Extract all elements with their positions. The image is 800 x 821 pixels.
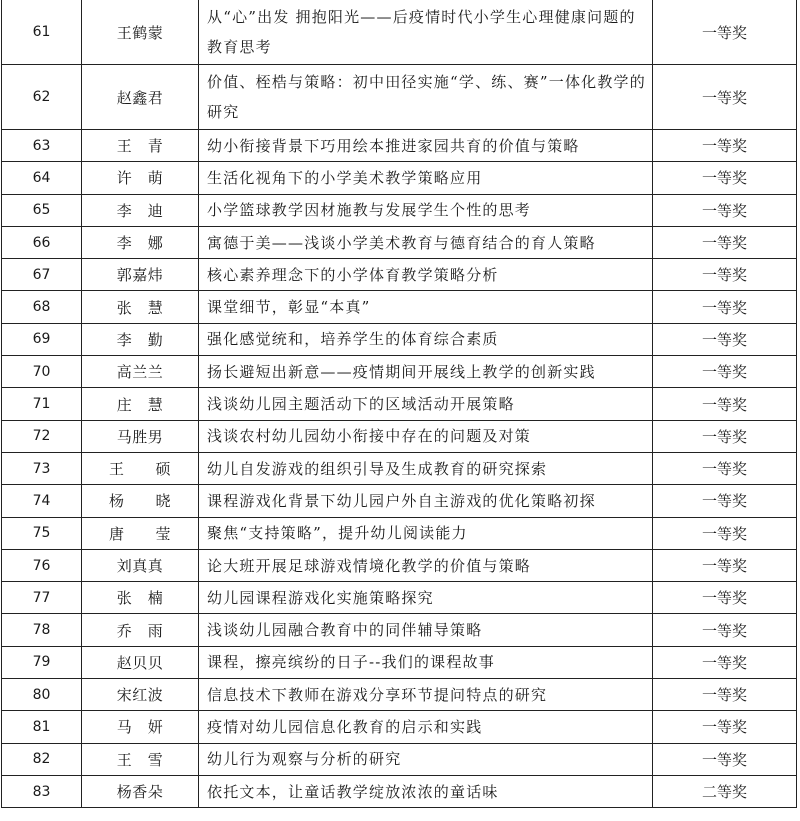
row-number-cell: 83: [2, 775, 82, 807]
table-row: [2, 162, 797, 194]
author-name-cell: 刘真真: [82, 549, 199, 581]
author-name-cell: 赵鑫君: [82, 65, 199, 130]
author-name-cell: 庄 慧: [82, 388, 199, 420]
award-level-cell: 一等奖: [653, 323, 797, 355]
row-number-cell: 69: [2, 323, 82, 355]
award-level-cell: 一等奖: [653, 711, 797, 743]
author-name-cell: 许 萌: [82, 162, 199, 194]
row-number-cell: 74: [2, 485, 82, 517]
table-row: [2, 775, 797, 807]
author-name-cell: 张 慧: [82, 291, 199, 323]
paper-title-cell: 课程游戏化背景下幼儿园户外自主游戏的优化策略初探: [199, 485, 653, 517]
award-table: [1, 0, 797, 808]
author-name-cell: 李 娜: [82, 226, 199, 258]
row-number-cell: 72: [2, 420, 82, 452]
author-name-cell: 王 硕: [82, 452, 199, 484]
paper-title-cell: 核心素养理念下的小学体育教学策略分析: [199, 259, 653, 291]
row-number-cell: 80: [2, 679, 82, 711]
table-row: [2, 0, 797, 65]
row-number-cell: 68: [2, 291, 82, 323]
row-number-cell: 65: [2, 194, 82, 226]
author-name-cell: 唐 莹: [82, 517, 199, 549]
paper-title-cell: 强化感觉统和，培养学生的体育综合素质: [199, 323, 653, 355]
author-name-cell: 李 勤: [82, 323, 199, 355]
author-name-cell: 马胜男: [82, 420, 199, 452]
row-number-cell: 66: [2, 226, 82, 258]
row-number-cell: 82: [2, 743, 82, 775]
table-row: [2, 679, 797, 711]
author-name-cell: 乔 雨: [82, 614, 199, 646]
table-row: [2, 485, 797, 517]
table-row: [2, 743, 797, 775]
author-name-cell: 郭嘉炜: [82, 259, 199, 291]
paper-title-cell: 疫情对幼儿园信息化教育的启示和实践: [199, 711, 653, 743]
author-name-cell: 李 迪: [82, 194, 199, 226]
award-level-cell: 一等奖: [653, 226, 797, 258]
paper-title-cell: 信息技术下教师在游戏分享环节提问特点的研究: [199, 679, 653, 711]
award-level-cell: 一等奖: [653, 549, 797, 581]
row-number-cell: 78: [2, 614, 82, 646]
award-level-cell: 一等奖: [653, 194, 797, 226]
author-name-cell: 张 楠: [82, 582, 199, 614]
row-number-cell: 67: [2, 259, 82, 291]
table-row: [2, 711, 797, 743]
row-number-cell: 75: [2, 517, 82, 549]
row-number-cell: 62: [2, 65, 82, 130]
award-level-cell: 一等奖: [653, 130, 797, 162]
paper-title-cell: 小学篮球教学因材施教与发展学生个性的思考: [199, 194, 653, 226]
award-level-cell: 一等奖: [653, 420, 797, 452]
author-name-cell: 赵贝贝: [82, 646, 199, 678]
award-level-cell: 一等奖: [653, 259, 797, 291]
paper-title-cell: 论大班开展足球游戏情境化教学的价值与策略: [199, 549, 653, 581]
award-level-cell: 一等奖: [653, 388, 797, 420]
award-level-cell: 二等奖: [653, 775, 797, 807]
paper-title-cell: 幼儿自发游戏的组织引导及生成教育的研究探索: [199, 452, 653, 484]
table-row: [2, 323, 797, 355]
table-row: [2, 226, 797, 258]
paper-title-cell: 课堂细节，彰显“本真”: [199, 291, 653, 323]
award-level-cell: 一等奖: [653, 582, 797, 614]
row-number-cell: 70: [2, 356, 82, 388]
row-number-cell: 79: [2, 646, 82, 678]
row-number-cell: 81: [2, 711, 82, 743]
table-row: [2, 259, 797, 291]
table-row: [2, 65, 797, 130]
table-row: [2, 420, 797, 452]
table-row: [2, 194, 797, 226]
paper-title-cell: 生活化视角下的小学美术教学策略应用: [199, 162, 653, 194]
author-name-cell: 杨 晓: [82, 485, 199, 517]
row-number-cell: 63: [2, 130, 82, 162]
award-level-cell: 一等奖: [653, 65, 797, 130]
table-row: [2, 130, 797, 162]
award-level-cell: 一等奖: [653, 517, 797, 549]
paper-title-cell: 聚焦“支持策略”，提升幼儿阅读能力: [199, 517, 653, 549]
table-row: [2, 388, 797, 420]
paper-title-cell: 幼小衔接背景下巧用绘本推进家园共育的价值与策略: [199, 130, 653, 162]
table-row: [2, 291, 797, 323]
table-row: [2, 356, 797, 388]
author-name-cell: 王 雪: [82, 743, 199, 775]
row-number-cell: 71: [2, 388, 82, 420]
table-row: [2, 646, 797, 678]
award-level-cell: 一等奖: [653, 291, 797, 323]
paper-title-cell: 依托文本，让童话教学绽放浓浓的童话味: [199, 775, 653, 807]
row-number-cell: 73: [2, 452, 82, 484]
table-row: [2, 582, 797, 614]
award-level-cell: 一等奖: [653, 0, 797, 65]
paper-title-cell: 扬长避短出新意——疫情期间开展线上教学的创新实践: [199, 356, 653, 388]
paper-title-cell: 幼儿行为观察与分析的研究: [199, 743, 653, 775]
table-row: [2, 452, 797, 484]
paper-title-cell: 从“心”出发 拥抱阳光——后疫情时代小学生心理健康问题的教育思考: [199, 0, 653, 65]
award-level-cell: 一等奖: [653, 485, 797, 517]
paper-title-cell: 幼儿园课程游戏化实施策略探究: [199, 582, 653, 614]
author-name-cell: 杨香朵: [82, 775, 199, 807]
table-row: [2, 517, 797, 549]
row-number-cell: 77: [2, 582, 82, 614]
author-name-cell: 马 妍: [82, 711, 199, 743]
author-name-cell: 王鹤蒙: [82, 0, 199, 65]
paper-title-cell: 浅谈幼儿园融合教育中的同伴辅导策略: [199, 614, 653, 646]
table-row: [2, 549, 797, 581]
award-level-cell: 一等奖: [653, 452, 797, 484]
row-number-cell: 61: [2, 0, 82, 65]
row-number-cell: 76: [2, 549, 82, 581]
author-name-cell: 王 青: [82, 130, 199, 162]
award-level-cell: 一等奖: [653, 356, 797, 388]
award-level-cell: 一等奖: [653, 679, 797, 711]
award-table-body: [2, 0, 797, 808]
author-name-cell: 高兰兰: [82, 356, 199, 388]
paper-title-cell: 课程，擦亮缤纷的日子--我们的课程故事: [199, 646, 653, 678]
paper-title-cell: 浅谈农村幼儿园幼小衔接中存在的问题及对策: [199, 420, 653, 452]
award-level-cell: 一等奖: [653, 743, 797, 775]
row-number-cell: 64: [2, 162, 82, 194]
award-level-cell: 一等奖: [653, 162, 797, 194]
paper-title-cell: 寓德于美——浅谈小学美术教育与德育结合的育人策略: [199, 226, 653, 258]
author-name-cell: 宋红波: [82, 679, 199, 711]
paper-title-cell: 价值、桎梏与策略：初中田径实施“学、练、赛”一体化教学的研究: [199, 65, 653, 130]
award-level-cell: 一等奖: [653, 646, 797, 678]
table-row: [2, 614, 797, 646]
award-level-cell: 一等奖: [653, 614, 797, 646]
paper-title-cell: 浅谈幼儿园主题活动下的区域活动开展策略: [199, 388, 653, 420]
